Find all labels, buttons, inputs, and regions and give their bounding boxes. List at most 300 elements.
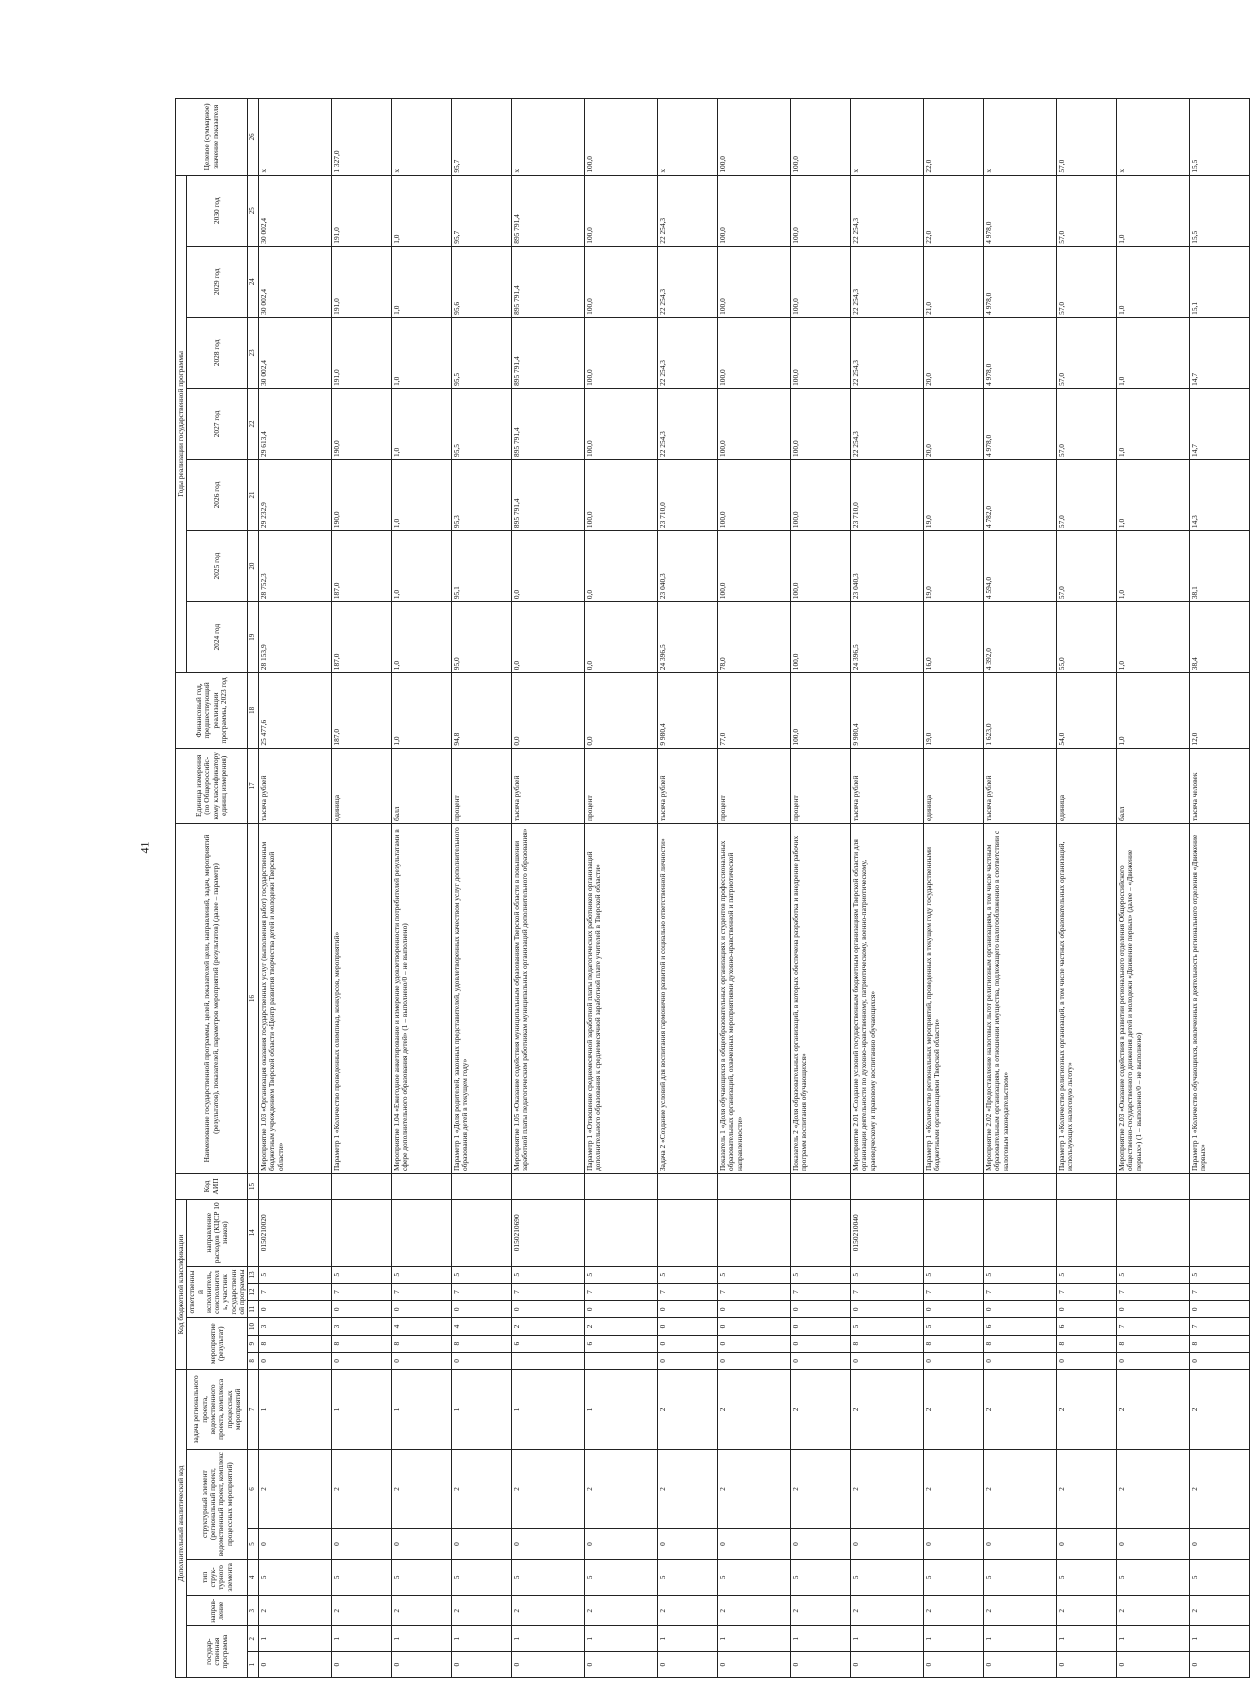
code-cell: 0 bbox=[392, 1652, 452, 1678]
target-cell: х bbox=[259, 99, 332, 176]
code-cell: 0 bbox=[1057, 1652, 1117, 1678]
year-value-cell: 95,5 bbox=[452, 388, 512, 459]
unit-cell: балл bbox=[1117, 748, 1190, 823]
year-value-cell: 1,0 bbox=[392, 531, 452, 602]
code-cell: 0 bbox=[658, 1652, 718, 1678]
code-cell: 0 bbox=[512, 1652, 585, 1678]
code-cell: 1 bbox=[392, 1626, 452, 1652]
header-fin-year: Финансовый год, предшествующий реализации программы, 2023 год bbox=[176, 673, 248, 748]
code-cell: 0 bbox=[718, 1352, 791, 1369]
aip-cell bbox=[718, 1174, 791, 1200]
year-value-cell: 38,4 bbox=[1190, 602, 1250, 673]
year-value-cell: 57,0 bbox=[1057, 531, 1117, 602]
code-cell: 2 bbox=[452, 1449, 512, 1529]
code-cell: 5 bbox=[392, 1559, 452, 1596]
code-cell: 5 bbox=[718, 1559, 791, 1596]
code-cell: 0 bbox=[851, 1652, 924, 1678]
header-executor: ответственный исполнитель, соисполнитель, участник государственной программы bbox=[187, 1266, 248, 1318]
year-value-cell: 95,7 bbox=[452, 175, 512, 246]
year-value-cell: 21,0 bbox=[924, 246, 984, 317]
header-aip-code: Код АИП bbox=[176, 1174, 248, 1200]
code-cell: 7 bbox=[924, 1283, 984, 1300]
year-value-cell: 19,0 bbox=[924, 531, 984, 602]
code-cell: 2 bbox=[718, 1596, 791, 1626]
column-number: 6 bbox=[248, 1449, 259, 1529]
column-number: 24 bbox=[248, 246, 259, 317]
year-value-cell: 57,0 bbox=[1057, 317, 1117, 388]
code-cell: 0 bbox=[791, 1529, 851, 1559]
year-value-cell: 4 392,0 bbox=[984, 602, 1057, 673]
fin-year-cell: 100,0 bbox=[791, 673, 851, 748]
year-value-cell: 895 791,4 bbox=[512, 317, 585, 388]
code-cell: 5 bbox=[1190, 1559, 1250, 1596]
year-value-cell: 4 978,0 bbox=[984, 388, 1057, 459]
fin-year-cell: 187,0 bbox=[332, 673, 392, 748]
header-year-2029: 2029 год bbox=[187, 246, 248, 317]
table-row bbox=[1117, 99, 1190, 1678]
code-cell: 0 bbox=[791, 1652, 851, 1678]
year-value-cell: 1,0 bbox=[1117, 459, 1190, 530]
rotated-table-frame bbox=[175, 98, 1208, 1678]
name-cell: Параметр 1 «Количество региональных мероприятий, проведенных в текущем году государственными бюджетными организациями Тверской области» bbox=[924, 824, 984, 1174]
table-row bbox=[924, 99, 984, 1678]
table-row bbox=[259, 99, 332, 1678]
target-cell: 100,0 bbox=[791, 99, 851, 176]
year-value-cell: 100,0 bbox=[718, 246, 791, 317]
code-cell: 2 bbox=[452, 1596, 512, 1626]
year-value-cell: 55,0 bbox=[1057, 602, 1117, 673]
code-cell: 0 bbox=[718, 1318, 791, 1335]
year-value-cell: 895 791,4 bbox=[512, 388, 585, 459]
code-cell: 2 bbox=[791, 1449, 851, 1529]
code-cell: 5 bbox=[984, 1266, 1057, 1283]
table-row bbox=[585, 99, 658, 1678]
year-value-cell: 100,0 bbox=[791, 388, 851, 459]
column-number: 2 bbox=[248, 1626, 259, 1652]
kcsr-cell: 0150210040 bbox=[851, 1199, 924, 1266]
fin-year-cell: 77,0 bbox=[718, 673, 791, 748]
unit-cell: процент bbox=[585, 748, 658, 823]
column-number: 19 bbox=[248, 602, 259, 673]
code-cell: 7 bbox=[1117, 1318, 1190, 1335]
year-value-cell: 22 254,3 bbox=[851, 246, 924, 317]
year-value-cell: 22 254,3 bbox=[658, 175, 718, 246]
unit-cell: тысяча человек bbox=[1190, 748, 1250, 823]
code-cell: 1 bbox=[1057, 1626, 1117, 1652]
code-cell: 5 bbox=[1117, 1559, 1190, 1596]
year-value-cell: 95,3 bbox=[452, 459, 512, 530]
code-cell: 0 bbox=[332, 1529, 392, 1559]
column-number: 11 bbox=[248, 1301, 259, 1318]
code-cell: 7 bbox=[851, 1283, 924, 1300]
kcsr-cell bbox=[332, 1199, 392, 1266]
code-cell: 7 bbox=[984, 1283, 1057, 1300]
code-cell: 2 bbox=[1057, 1449, 1117, 1529]
code-cell: 0 bbox=[1190, 1652, 1250, 1678]
code-cell: 2 bbox=[1117, 1596, 1190, 1626]
code-cell: 0 bbox=[984, 1352, 1057, 1369]
code-cell: 0 bbox=[332, 1352, 392, 1369]
code-cell: 6 bbox=[1057, 1318, 1117, 1335]
unit-cell: единица bbox=[332, 748, 392, 823]
table-row bbox=[1190, 99, 1250, 1678]
code-cell: 5 bbox=[658, 1559, 718, 1596]
year-value-cell: 22 254,3 bbox=[658, 388, 718, 459]
code-cell: 0 bbox=[512, 1301, 585, 1318]
code-cell: 5 bbox=[332, 1266, 392, 1283]
code-cell: 5 bbox=[512, 1559, 585, 1596]
column-number: 26 bbox=[248, 99, 259, 176]
code-cell: 2 bbox=[392, 1596, 452, 1626]
unit-cell: единица bbox=[1057, 748, 1117, 823]
year-value-cell: 24 396,5 bbox=[851, 602, 924, 673]
code-cell: 2 bbox=[585, 1596, 658, 1626]
code-cell: 0 bbox=[452, 1301, 512, 1318]
kcsr-cell bbox=[984, 1199, 1057, 1266]
year-value-cell: 57,0 bbox=[1057, 388, 1117, 459]
aip-cell bbox=[392, 1174, 452, 1200]
code-cell: 0 bbox=[658, 1318, 718, 1335]
code-cell: 5 bbox=[851, 1318, 924, 1335]
code-cell: 0 bbox=[332, 1301, 392, 1318]
kcsr-cell bbox=[1190, 1199, 1250, 1266]
code-cell: 7 bbox=[1190, 1283, 1250, 1300]
code-cell: 0 bbox=[392, 1301, 452, 1318]
column-number: 10 bbox=[248, 1318, 259, 1335]
column-number: 16 bbox=[248, 824, 259, 1174]
code-cell: 1 bbox=[512, 1370, 585, 1450]
year-value-cell: 1,0 bbox=[1117, 531, 1190, 602]
code-cell: 0 bbox=[658, 1529, 718, 1559]
code-cell: 2 bbox=[791, 1596, 851, 1626]
year-value-cell: 22 254,3 bbox=[851, 317, 924, 388]
year-value-cell: 191,0 bbox=[332, 317, 392, 388]
year-value-cell: 15,1 bbox=[1190, 246, 1250, 317]
code-cell: 3 bbox=[332, 1318, 392, 1335]
code-cell: 0 bbox=[658, 1352, 718, 1369]
code-cell: 2 bbox=[259, 1449, 332, 1529]
program-table bbox=[175, 98, 1250, 1678]
code-cell: 1 bbox=[259, 1370, 332, 1450]
column-number: 21 bbox=[248, 459, 259, 530]
code-cell: 1 bbox=[718, 1626, 791, 1652]
code-cell: 0 bbox=[924, 1301, 984, 1318]
code-cell: 2 bbox=[512, 1596, 585, 1626]
code-cell: 0 bbox=[452, 1352, 512, 1369]
aip-cell bbox=[984, 1174, 1057, 1200]
code-cell: 1 bbox=[851, 1626, 924, 1652]
code-cell: 3 bbox=[259, 1318, 332, 1335]
code-cell: 8 bbox=[259, 1335, 332, 1352]
code-cell: 7 bbox=[791, 1283, 851, 1300]
code-cell: 2 bbox=[924, 1449, 984, 1529]
year-value-cell: 20,0 bbox=[924, 388, 984, 459]
code-cell: 0 bbox=[658, 1301, 718, 1318]
code-cell: 1 bbox=[984, 1626, 1057, 1652]
code-cell: 2 bbox=[332, 1596, 392, 1626]
code-cell: 0 bbox=[259, 1301, 332, 1318]
column-number: 7 bbox=[248, 1370, 259, 1450]
fin-year-cell: 0,0 bbox=[585, 673, 658, 748]
header-state-program: государ-ственная программа bbox=[187, 1626, 248, 1678]
code-cell: 4 bbox=[452, 1318, 512, 1335]
code-cell: 0 bbox=[1190, 1301, 1250, 1318]
name-cell: Задача 2 «Создание условий для воспитания гармонично развитой и социально ответственной личности» bbox=[658, 824, 718, 1174]
code-cell: 2 bbox=[658, 1370, 718, 1450]
code-cell: 7 bbox=[392, 1283, 452, 1300]
code-cell: 7 bbox=[332, 1283, 392, 1300]
fin-year-cell: 12,0 bbox=[1190, 673, 1250, 748]
name-cell: Мероприятие 2.02 «Предоставление налоговых льгот религиозным организациям, в том числе частным образовательным организациям, в отношении имущества, подлежащего налогообложению в соответствии с налоговым законодательством» bbox=[984, 824, 1057, 1174]
header-name: Наименование государственной программы, целей, показателей цели, направлений, задач, мероприятий (результатов), показателей, параметров мероприятий (результатов) (далее – параметр) bbox=[176, 824, 248, 1174]
column-number: 17 bbox=[248, 748, 259, 823]
code-cell: 0 bbox=[1117, 1352, 1190, 1369]
header-year-2030: 2030 год bbox=[187, 175, 248, 246]
header-years-group: Годы реализации государственной программы bbox=[176, 175, 187, 673]
column-number: 25 bbox=[248, 175, 259, 246]
name-cell: Мероприятие 1.03 «Организация оказания государственных услуг (выполнения работ) государственным бюджетным учреждением Тверской области «Центр развития творчества детей и молодежи Тверской области» bbox=[259, 824, 332, 1174]
fin-year-cell: 1,0 bbox=[1117, 673, 1190, 748]
code-cell: 0 bbox=[791, 1335, 851, 1352]
code-cell: 5 bbox=[851, 1266, 924, 1283]
aip-cell bbox=[851, 1174, 924, 1200]
code-cell: 4 bbox=[392, 1318, 452, 1335]
year-value-cell: 100,0 bbox=[791, 246, 851, 317]
code-cell: 2 bbox=[984, 1596, 1057, 1626]
column-number: 15 bbox=[248, 1174, 259, 1200]
code-cell: 8 bbox=[984, 1335, 1057, 1352]
code-cell: 2 bbox=[718, 1370, 791, 1450]
year-value-cell: 100,0 bbox=[585, 459, 658, 530]
code-cell: 6 bbox=[585, 1335, 658, 1352]
code-cell: 5 bbox=[851, 1559, 924, 1596]
year-value-cell: 100,0 bbox=[791, 602, 851, 673]
year-value-cell: 100,0 bbox=[791, 531, 851, 602]
column-numbers-row bbox=[248, 99, 259, 1678]
year-value-cell: 100,0 bbox=[585, 175, 658, 246]
aip-cell bbox=[1117, 1174, 1190, 1200]
target-cell: 1 327,0 bbox=[332, 99, 392, 176]
code-cell: 0 bbox=[1117, 1301, 1190, 1318]
fin-year-cell: 1 623,0 bbox=[984, 673, 1057, 748]
year-value-cell: 1,0 bbox=[1117, 388, 1190, 459]
code-cell: 0 bbox=[791, 1301, 851, 1318]
code-cell: 5 bbox=[585, 1559, 658, 1596]
name-cell: Параметр 1 «Отношение среднемесячной заработной платы педагогических работников организаций дополнительного образования к среднемесячной заработной плате учителей в Тверской области» bbox=[585, 824, 658, 1174]
year-value-cell: 30 002,4 bbox=[259, 317, 332, 388]
code-cell: 5 bbox=[924, 1318, 984, 1335]
name-cell: Мероприятие 1.05 «Оказание содействия муниципальным образованиям Тверской области в повышении заработной платы педагогическим работникам муниципальных организаций дополнительного образования» bbox=[512, 824, 585, 1174]
aip-cell bbox=[1190, 1174, 1250, 1200]
code-cell: 5 bbox=[658, 1266, 718, 1283]
column-number: 5 bbox=[248, 1529, 259, 1559]
year-value-cell: 95,0 bbox=[452, 602, 512, 673]
code-cell: 0 bbox=[1190, 1352, 1250, 1369]
code-cell: 0 bbox=[1190, 1529, 1250, 1559]
year-value-cell: 24 396,5 bbox=[658, 602, 718, 673]
code-cell: 5 bbox=[1117, 1266, 1190, 1283]
table-row bbox=[984, 99, 1057, 1678]
code-cell: 6 bbox=[512, 1335, 585, 1352]
year-value-cell: 23 040,3 bbox=[851, 531, 924, 602]
code-cell: 2 bbox=[924, 1370, 984, 1450]
kcsr-cell bbox=[718, 1199, 791, 1266]
code-cell: 7 bbox=[718, 1283, 791, 1300]
year-value-cell: 1,0 bbox=[392, 175, 452, 246]
column-number: 14 bbox=[248, 1199, 259, 1266]
aip-cell bbox=[1057, 1174, 1117, 1200]
code-cell: 2 bbox=[1190, 1370, 1250, 1450]
code-cell: 5 bbox=[1057, 1266, 1117, 1283]
code-cell: 7 bbox=[259, 1283, 332, 1300]
year-value-cell: 100,0 bbox=[791, 317, 851, 388]
code-cell: 0 bbox=[718, 1652, 791, 1678]
target-cell: 57,0 bbox=[1057, 99, 1117, 176]
table-row bbox=[658, 99, 718, 1678]
page-number: 41 bbox=[137, 841, 152, 854]
code-cell: 1 bbox=[791, 1626, 851, 1652]
code-cell: 0 bbox=[512, 1529, 585, 1559]
code-cell: 7 bbox=[585, 1283, 658, 1300]
code-cell: 1 bbox=[452, 1626, 512, 1652]
code-cell: 5 bbox=[512, 1266, 585, 1283]
code-cell: 0 bbox=[924, 1529, 984, 1559]
column-number: 8 bbox=[248, 1352, 259, 1369]
year-value-cell: 100,0 bbox=[718, 459, 791, 530]
year-value-cell: 29 232,9 bbox=[259, 459, 332, 530]
code-cell: 0 bbox=[1117, 1652, 1190, 1678]
year-value-cell: 1,0 bbox=[392, 459, 452, 530]
year-value-cell: 23 710,0 bbox=[658, 459, 718, 530]
header-event: мероприятие (результат) bbox=[187, 1318, 248, 1370]
code-cell: 0 bbox=[718, 1335, 791, 1352]
code-cell: 8 bbox=[392, 1335, 452, 1352]
year-value-cell: 1,0 bbox=[392, 246, 452, 317]
year-value-cell: 14,7 bbox=[1190, 388, 1250, 459]
year-value-cell: 100,0 bbox=[585, 246, 658, 317]
year-value-cell: 95,5 bbox=[452, 317, 512, 388]
year-value-cell: 4 594,0 bbox=[984, 531, 1057, 602]
year-value-cell: 0,0 bbox=[585, 602, 658, 673]
column-number: 12 bbox=[248, 1283, 259, 1300]
code-cell: 2 bbox=[259, 1596, 332, 1626]
code-cell: 7 bbox=[452, 1283, 512, 1300]
code-cell: 2 bbox=[1057, 1370, 1117, 1450]
code-cell: 6 bbox=[984, 1318, 1057, 1335]
unit-cell: процент bbox=[452, 748, 512, 823]
name-cell: Параметр 1 «Доля родителей, законных представителей, удовлетворенных качеством услуг дополнительного образования детей в текущем году» bbox=[452, 824, 512, 1174]
year-value-cell: 23 710,0 bbox=[851, 459, 924, 530]
year-value-cell: 57,0 bbox=[1057, 459, 1117, 530]
year-value-cell: 187,0 bbox=[332, 531, 392, 602]
year-value-cell: 100,0 bbox=[718, 531, 791, 602]
aip-cell bbox=[332, 1174, 392, 1200]
year-value-cell: 14,7 bbox=[1190, 317, 1250, 388]
code-cell: 0 bbox=[332, 1652, 392, 1678]
year-value-cell: 95,1 bbox=[452, 531, 512, 602]
target-cell: х bbox=[851, 99, 924, 176]
code-cell: 5 bbox=[791, 1559, 851, 1596]
code-cell: 0 bbox=[259, 1352, 332, 1369]
code-cell: 5 bbox=[1190, 1266, 1250, 1283]
code-cell bbox=[585, 1352, 658, 1369]
column-number: 3 bbox=[248, 1596, 259, 1626]
year-value-cell: 100,0 bbox=[791, 175, 851, 246]
code-cell: 5 bbox=[718, 1266, 791, 1283]
header-task: задача регионального проекта, ведомственного проекта, комплекса процессных мероприятий bbox=[187, 1370, 248, 1450]
code-cell: 2 bbox=[392, 1449, 452, 1529]
code-cell: 2 bbox=[332, 1449, 392, 1529]
code-cell: 0 bbox=[452, 1529, 512, 1559]
year-value-cell: 29 613,4 bbox=[259, 388, 332, 459]
column-number: 4 bbox=[248, 1559, 259, 1596]
code-cell: 2 bbox=[924, 1596, 984, 1626]
year-value-cell: 0,0 bbox=[585, 531, 658, 602]
code-cell: 1 bbox=[585, 1370, 658, 1450]
kcsr-cell: 0150210690 bbox=[512, 1199, 585, 1266]
target-cell: х bbox=[984, 99, 1057, 176]
fin-year-cell: 9 980,4 bbox=[658, 673, 718, 748]
code-cell: 2 bbox=[984, 1449, 1057, 1529]
kcsr-cell: 0150210020 bbox=[259, 1199, 332, 1266]
table-body bbox=[248, 99, 1250, 1678]
code-cell: 7 bbox=[1190, 1318, 1250, 1335]
code-cell: 0 bbox=[851, 1529, 924, 1559]
name-cell: Мероприятие 1.04 «Ежегодное анкетирование и измерение удовлетворенности потребителей результатами в сфере дополнительного образования детей» (1 – выполнено/0 – не выполнено) bbox=[392, 824, 452, 1174]
unit-cell: единица bbox=[924, 748, 984, 823]
column-number: 18 bbox=[248, 673, 259, 748]
code-cell: 1 bbox=[452, 1370, 512, 1450]
code-cell: 5 bbox=[1057, 1559, 1117, 1596]
name-cell: Параметр 1 «Количество религиозных организаций, в том числе частных образовательных организаций, использующих налоговую льготу» bbox=[1057, 824, 1117, 1174]
code-cell: 0 bbox=[851, 1301, 924, 1318]
code-cell: 5 bbox=[791, 1266, 851, 1283]
code-cell: 8 bbox=[1117, 1335, 1190, 1352]
name-cell: Мероприятие 2.03 «Оказание содействия в развитии регионального отделения Общероссийского общественно-государственного движения детей и молодежи «Движение первых» (далее – «Движение первых») (1 – выполнено/0 – не выполнено) bbox=[1117, 824, 1190, 1174]
code-cell: 0 bbox=[924, 1652, 984, 1678]
code-cell: 0 bbox=[585, 1652, 658, 1678]
year-value-cell: 22 254,3 bbox=[851, 175, 924, 246]
code-cell: 5 bbox=[924, 1266, 984, 1283]
year-value-cell: 1,0 bbox=[1117, 317, 1190, 388]
year-value-cell: 191,0 bbox=[332, 246, 392, 317]
code-cell: 2 bbox=[851, 1449, 924, 1529]
kcsr-cell bbox=[1057, 1199, 1117, 1266]
aip-cell bbox=[452, 1174, 512, 1200]
unit-cell: тысяча рублей bbox=[851, 748, 924, 823]
code-cell bbox=[512, 1352, 585, 1369]
year-value-cell: 23 040,3 bbox=[658, 531, 718, 602]
code-cell: 2 bbox=[585, 1318, 658, 1335]
year-value-cell: 1,0 bbox=[1117, 246, 1190, 317]
code-cell: 0 bbox=[1057, 1529, 1117, 1559]
year-value-cell: 100,0 bbox=[718, 317, 791, 388]
year-value-cell: 4 782,0 bbox=[984, 459, 1057, 530]
fin-year-cell: 54,0 bbox=[1057, 673, 1117, 748]
header-year-2027: 2027 год bbox=[187, 388, 248, 459]
year-value-cell: 895 791,4 bbox=[512, 175, 585, 246]
unit-cell: процент bbox=[791, 748, 851, 823]
code-cell: 0 bbox=[392, 1529, 452, 1559]
target-cell: 100,0 bbox=[585, 99, 658, 176]
code-cell: 5 bbox=[924, 1559, 984, 1596]
kcsr-cell bbox=[658, 1199, 718, 1266]
year-value-cell: 1,0 bbox=[1117, 175, 1190, 246]
year-value-cell: 100,0 bbox=[585, 317, 658, 388]
fin-year-cell: 25 477,6 bbox=[259, 673, 332, 748]
aip-cell bbox=[585, 1174, 658, 1200]
fin-year-cell: 94,8 bbox=[452, 673, 512, 748]
